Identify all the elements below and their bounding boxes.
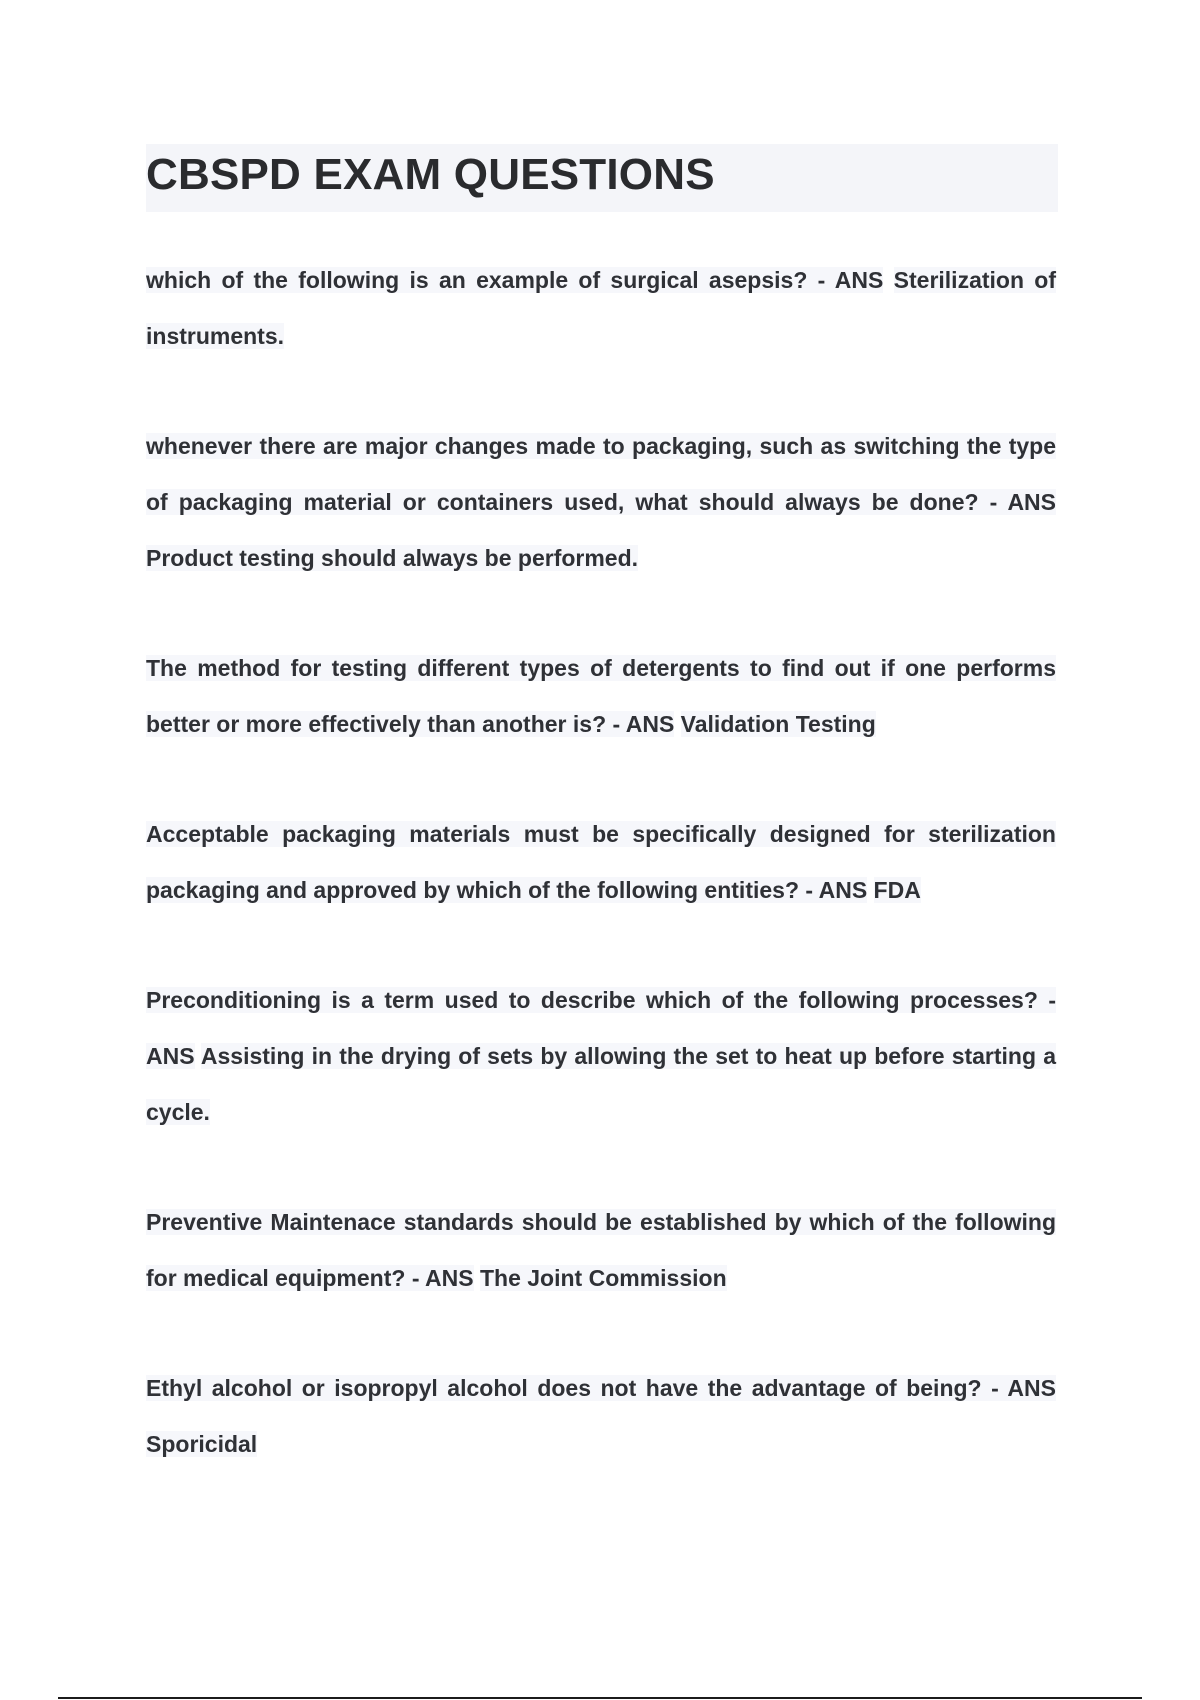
separator: - — [606, 711, 626, 737]
answer-text: Validation Testing — [680, 711, 876, 737]
question-text: The method for testing different types of detergents to find out if one performs better or more effectively than another is? — [146, 655, 1056, 737]
separator: - — [1037, 987, 1056, 1013]
answer-label: ANS — [1007, 1375, 1056, 1401]
separator: - — [405, 1265, 426, 1291]
question-text: Preventive Maintenace standards should be established by which of the following for medical equipment? — [146, 1209, 1056, 1291]
question-text: Preconditioning is a term used to describe which of the following processes? — [146, 987, 1038, 1013]
answer-label: ANS — [1007, 489, 1056, 515]
qa-item — [146, 640, 1056, 752]
answer-text: Sterilization of instruments. — [146, 267, 1057, 349]
separator: - — [799, 877, 819, 903]
qa-item — [146, 972, 1056, 1140]
separator: - — [807, 267, 835, 293]
qa-item — [146, 1194, 1056, 1306]
answer-text: FDA — [873, 877, 921, 903]
qa-item — [146, 806, 1056, 918]
answer-label: ANS — [834, 267, 884, 293]
question-text: Acceptable packaging materials must be specifically designed for sterilization packaging and approved by which of the following entities? — [146, 821, 1056, 903]
answer-text: Assisting in the drying of sets by allowing the set to heat up before starting a cycle. — [146, 1043, 1056, 1125]
answer-label: ANS — [146, 1043, 195, 1069]
answer-text: Sporicidal — [146, 1431, 258, 1457]
answer-label: ANS — [625, 711, 675, 737]
question-text: Ethyl alcohol or isopropyl alcohol does not have the advantage of being? — [146, 1375, 982, 1401]
answer-text: Product testing should always be performed. — [146, 545, 639, 571]
footer-divider — [58, 1697, 1142, 1699]
separator: - — [981, 1375, 1008, 1401]
answer-label: ANS — [425, 1265, 474, 1291]
title-block — [146, 144, 1058, 212]
qa-item — [146, 252, 1056, 364]
question-text: whenever there are major changes made to packaging, such as switching the type of packaging material or containers used, what should always be done? — [146, 433, 1056, 515]
qa-item — [146, 418, 1056, 586]
separator: - — [978, 489, 1008, 515]
question-text: which of the following is an example of surgical asepsis? — [146, 267, 808, 293]
answer-text: The Joint Commission — [479, 1265, 727, 1291]
page-title: CBSPD EXAM QUESTIONS — [146, 150, 715, 199]
answer-label: ANS — [818, 877, 868, 903]
qa-list — [146, 252, 1056, 1526]
qa-item — [146, 1360, 1056, 1472]
